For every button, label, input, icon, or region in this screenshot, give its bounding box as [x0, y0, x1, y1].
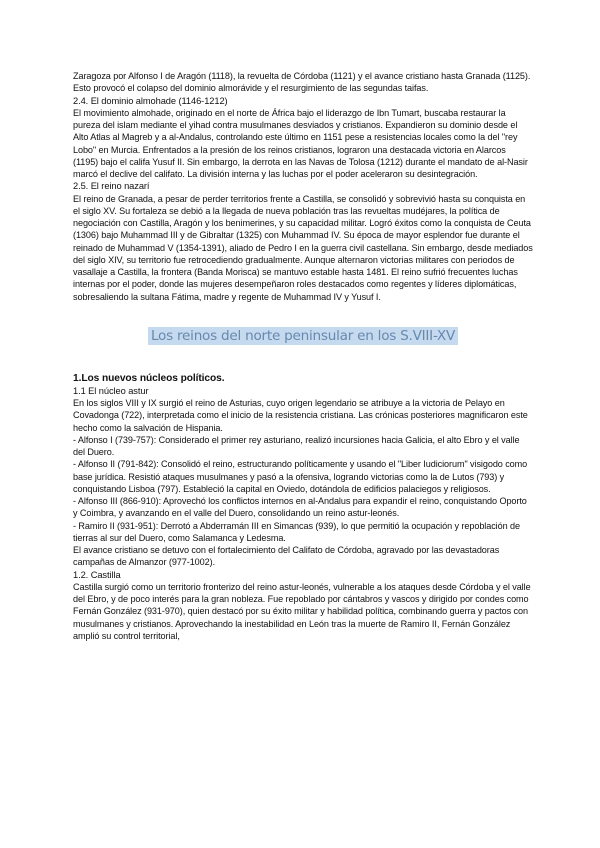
- section-banner-title: Los reinos del norte peninsular en los S.VIII-XV: [148, 327, 458, 345]
- heading-castilla: 1.2. Castilla: [73, 569, 121, 580]
- section-banner: [73, 327, 533, 345]
- list-item: - Alfonso III (866-910): Aprovechó los conflictos internos en al-Andalus para expandir el reino, conquistando Oporto y Coimbra, y avanzando en el valle del Duero, consolidando un reino astur-leonés.: [73, 496, 527, 519]
- paragraph-astur: En los siglos VIII y IX surgió el reino de Asturias, cuyo origen legendario se atribuye a la victoria de Pelayo en Covadonga (722), interpretada como el inicio de la resistencia cristiana. Las crónicas posteriores magnificaron este hecho como la salvación de Hispania.: [73, 398, 528, 433]
- paragraph-castilla: Castilla surgió como un territorio fronterizo del reino astur-leonés, vulnerable a los ataques desde Córdoba y el valle del Ebro, y de poco interés para la gran nobleza. Fue repoblado por cántabros y vascos y dirigido por condes como Fernán González (931-970), quien destacó por su éxito militar y habilidad política, combinando guerra y pactos con musulmanes y cristianos. Aprovechando la inestabilidad en León tras la muerte de Ramiro II, Fernán González amplió su control territorial,: [73, 581, 531, 641]
- paragraph-almohad: El movimiento almohade, originado en el norte de África bajo el liderazgo de Ibn Tumart, buscaba restaurar la pureza del islam mediante el yihad contra musulmanes desviados y cristianos. Expandieron su dominio desde el Alto Atlas al Magreb y a al-Andalus, controlando este último en 1151 pese a resistencias locales como la del "rey Lobo" en Murcia. Enfrentados a la presión de los reinos cristianos, lograron una destacada victoria en Alarcos (1195) bajo el califa Yusuf II. Sin embargo, la derrota en las Navas de Tolosa (1212) durante el mandato de al-Nasir marcó el declive del califato. La división interna y las luchas por el poder aceleraron su desintegración.: [73, 107, 528, 179]
- list-item: - Alfonso II (791-842): Consolidó el reino, estructurando políticamente y usando el "Liber Iudiciorum" visigodo como base jurídica. Resistió ataques musulmanes y pasó a la ofensiva, logrando victorias como la de Lutos (793) y conquistando Lisboa (797). Estableció la capital en Oviedo, dotándola de edificios palaciegos y religiosos.: [73, 459, 528, 494]
- heading-almohad: 2.4. El dominio almohade (1146-1212): [73, 95, 228, 106]
- heading-nasrid: 2.5. El reino nazarí: [73, 181, 150, 192]
- list-item: - Alfonso I (739-757): Considerado el primer rey asturiano, realizó incursiones hacia Galicia, el alto Ebro y el valle del Duero.: [73, 434, 520, 457]
- heading-new-political-nuclei: 1.Los nuevos núcleos políticos.: [73, 372, 225, 384]
- document-page: [73, 70, 533, 642]
- paragraph-almanzor: El avance cristiano se detuvo con el fortalecimiento del Califato de Córdoba, agravado por las devastadoras campañas de Almanzor (977-1002).: [73, 545, 500, 568]
- paragraph-almoravid-end: Zaragoza por Alfonso I de Aragón (1118), la revuelta de Córdoba (1121) y el avance cristiano hasta Granada (1125). Esto provocó el colapso del dominio almorávide y el resurgimiento de las segundas taifas.: [73, 71, 531, 94]
- list-item: - Ramiro II (931-951): Derrotó a Abderramán III en Simancas (939), lo que permitió la ocupación y repoblación de tierras al sur del Duero, como Salamanca y Ledesma.: [73, 520, 520, 543]
- paragraph-nasrid: El reino de Granada, a pesar de perder territorios frente a Castilla, se consolidó y sobrevivió hasta su conquista en el siglo XV. Su fortaleza se debió a la llegada de nueva población tras las revueltas mudéjares, la política de negociación con Castilla, Aragón y los benimerines, y su capacidad militar. Logró éxitos como la conquista de Ceuta (1306) bajo Muhammad III y de Gibraltar (1325) con Muhammad IV. Su época de mayor esplendor fue durante el reinado de Muhammad V (1354-1391), aliado de Pedro I en la guerra civil castellana. Sin embargo, desde mediados del siglo XIV, su territorio fue retrocediendo gradualmente. Aunque alternaron victorias militares con periodos de vasallaje a Castilla, la frontera (Banda Morisca) se mantuvo estable hasta 1481. El reino sufrió frecuentes luchas internas por el poder, donde las mujeres desempeñaron roles destacados como regentes y líderes diplomáticas, sobresaliendo la sultana Fátima, madre y regente de Muhammad IV y Yusuf I.: [73, 193, 533, 302]
- heading-astur: 1.1 El núcleo astur: [73, 385, 149, 396]
